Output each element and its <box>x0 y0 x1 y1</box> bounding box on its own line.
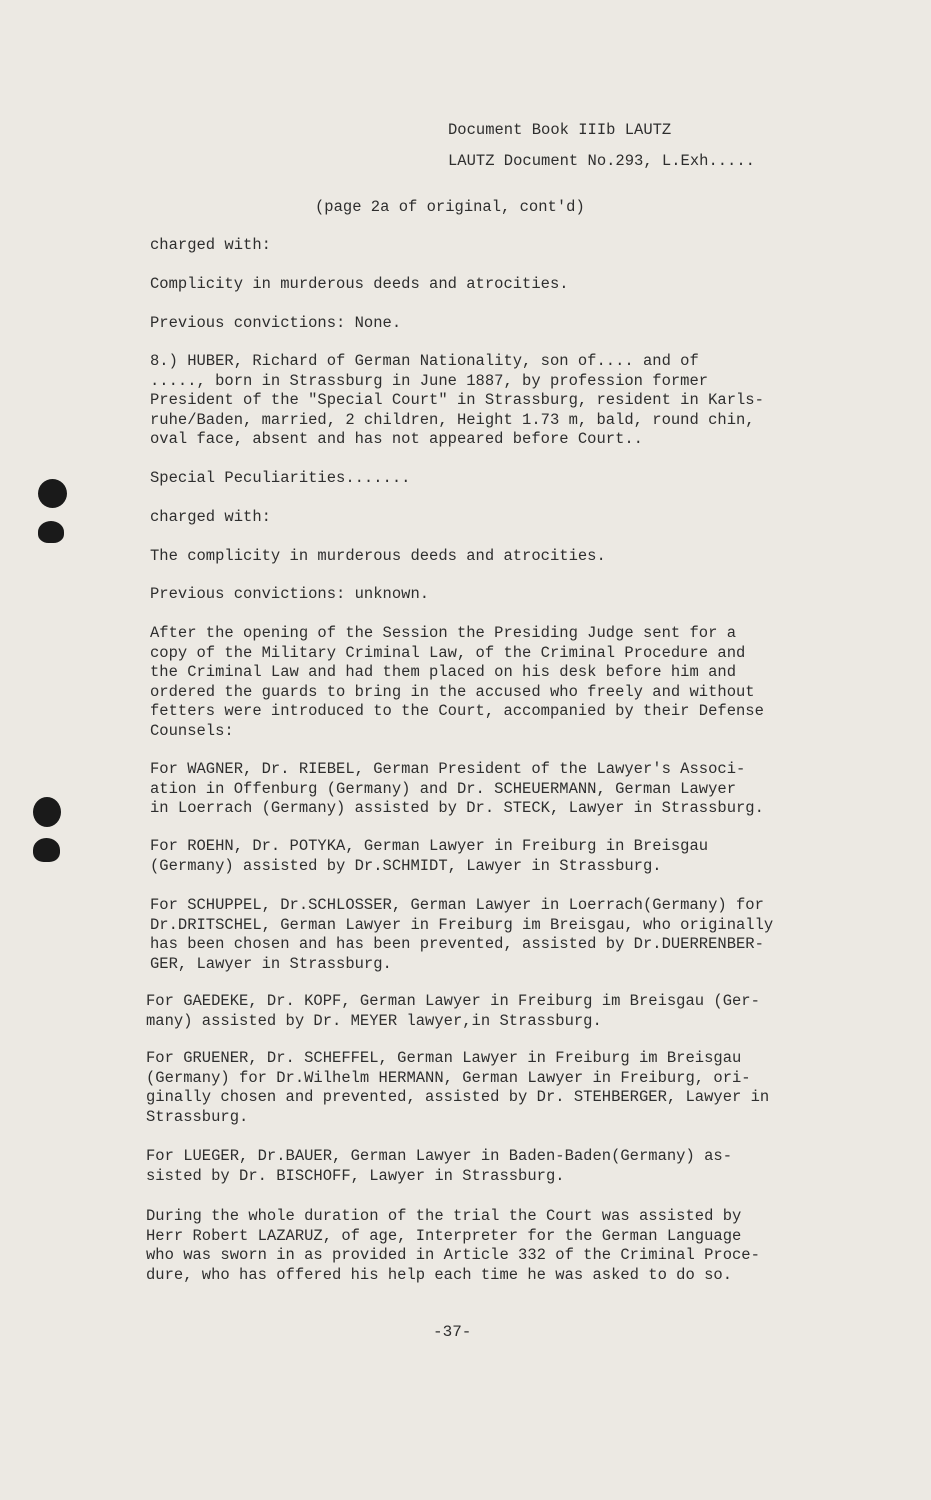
document-book-title: Document Book IIIb LAUTZ <box>448 121 672 139</box>
paragraph-interpreter: During the whole duration of the trial the Court was assisted by Herr Robert LAZARUZ, of age, Interpreter for the German Language who was sworn in as provided in Article 332 of the Criminal Proce- dure, who has offered his help each time he was asked to do so. <box>146 1207 760 1284</box>
paragraph-huber-entry: 8.) HUBER, Richard of German Nationality, son of.... and of ....., born in Strassburg in June 1887, by profession former President of the "Special Court" in Strassburg, resident in Karls- ruhe/Baden, married, 2 children, Height 1.73 m, bald, round chin, oval face, absent and has not appeared before Court.. <box>150 352 764 449</box>
page-reference: (page 2a of original, cont'd) <box>315 198 585 216</box>
paragraph-charged-with-2: charged with: <box>150 508 271 526</box>
paragraph-counsel-schuppel: For SCHUPPEL, Dr.SCHLOSSER, German Lawyer in Loerrach(Germany) for Dr.DRITSCHEL, German Lawyer in Freiburg im Breisgau, who originally has been chosen and has been prevented, assisted by Dr.DUERRENBER- GER, Lawyer in Strassburg. <box>150 896 774 973</box>
document-number: LAUTZ Document No.293, L.Exh..... <box>448 152 755 170</box>
paragraph-charged-with-1: charged with: <box>150 236 271 254</box>
paragraph-counsel-gruener: For GRUENER, Dr. SCHEFFEL, German Lawyer in Freiburg im Breisgau (Germany) for Dr.Wilhelm HERMANN, German Lawyer in Freiburg, ori- ginally chosen and prevented, assisted by Dr. STEHBERGER, Lawyer in Strassburg. <box>146 1049 770 1126</box>
paragraph-special-peculiarities: Special Peculiarities....... <box>150 469 411 487</box>
page-number: -37- <box>433 1323 472 1341</box>
punch-hole-bottom-1 <box>33 797 61 827</box>
paragraph-counsel-roehn: For ROEHN, Dr. POTYKA, German Lawyer in Freiburg in Breisgau (Germany) assisted by Dr.SCHMIDT, Lawyer in Strassburg. <box>150 837 709 875</box>
punch-hole-bottom-2 <box>33 838 60 862</box>
paragraph-session-opening: After the opening of the Session the Presiding Judge sent for a copy of the Military Criminal Law, of the Criminal Procedure and the Criminal Law and had them placed on his desk before him and ordered the guards to bring in the accused who freely and without fetters were introduced to the Court, accompanied by their Defense Counsels: <box>150 624 764 740</box>
paragraph-complicity-1: Complicity in murderous deeds and atrocities. <box>150 275 569 293</box>
paragraph-counsel-gaedeke: For GAEDEKE, Dr. KOPF, German Lawyer in Freiburg im Breisgau (Ger- many) assisted by Dr. MEYER lawyer,in Strassburg. <box>146 992 760 1030</box>
paragraph-previous-convictions-2: Previous convictions: unknown. <box>150 585 430 603</box>
punch-hole-top-2 <box>38 521 64 543</box>
paragraph-previous-convictions-1: Previous convictions: None. <box>150 314 402 332</box>
paragraph-complicity-2: The complicity in murderous deeds and atrocities. <box>150 547 606 565</box>
punch-hole-top-1 <box>38 479 67 508</box>
paragraph-counsel-lueger: For LUEGER, Dr.BAUER, German Lawyer in Baden-Baden(Germany) as- sisted by Dr. BISCHOFF, Lawyer in Strassburg. <box>146 1147 732 1185</box>
paragraph-counsel-wagner: For WAGNER, Dr. RIEBEL, German President of the Lawyer's Associ- ation in Offenburg (Germany) and Dr. SCHEUERMANN, German Lawyer in Loerrach (Germany) assisted by Dr. STECK, Lawyer in Strassburg. <box>150 760 764 818</box>
